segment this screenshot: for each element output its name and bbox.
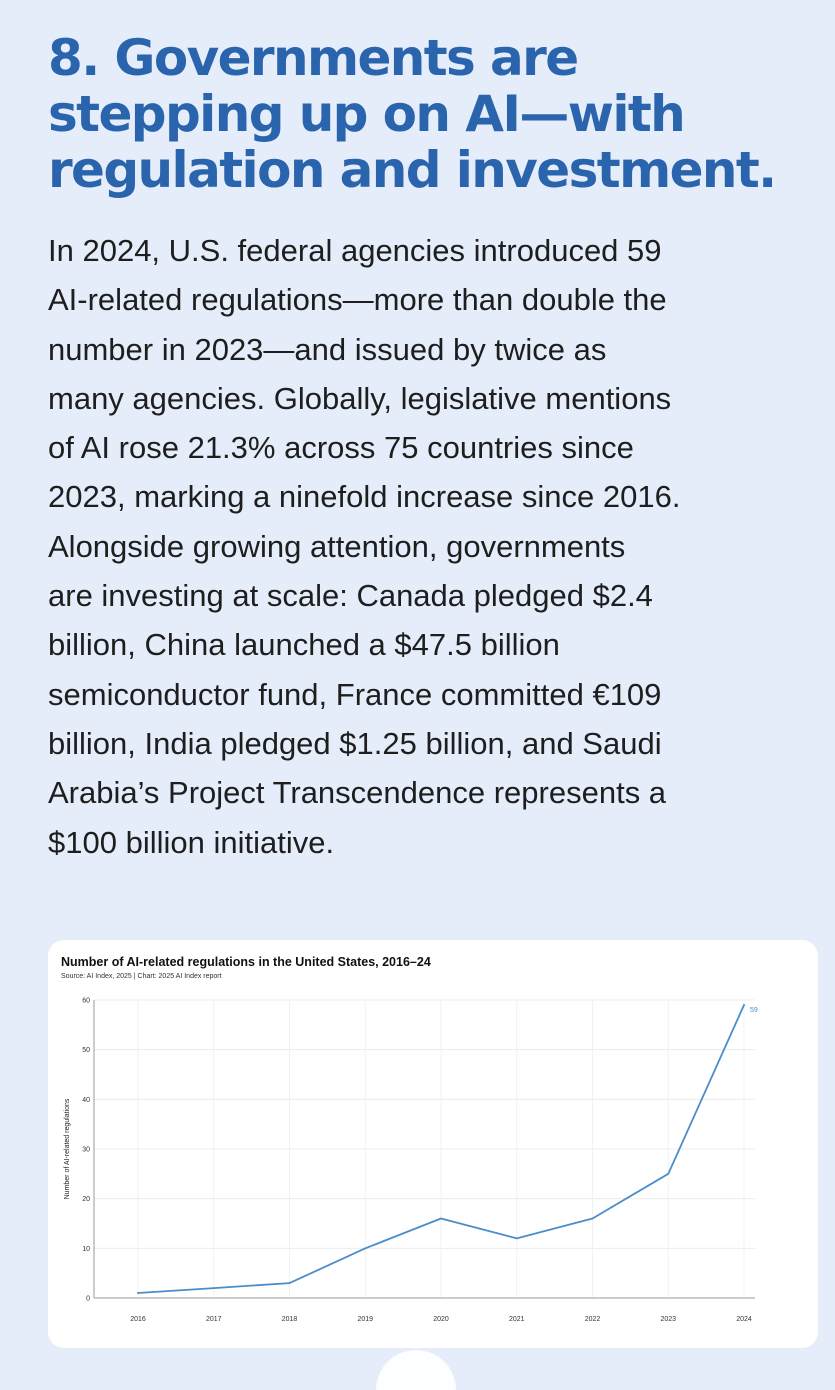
heading-line: 8. Governments are [48,29,578,87]
body-line: semiconductor fund, France committed €109 [48,676,662,712]
body-line: billion, China launched a $47.5 billion [48,627,560,663]
data-point [213,1287,215,1289]
data-point [137,1292,139,1294]
heading-line: regulation and investment. [48,141,776,199]
body-line: many agencies. Globally, legislative mentions [48,380,672,416]
x-tick-label: 2023 [660,1316,677,1323]
body-line: of AI rose 21.3% across 75 countries since [48,430,634,466]
data-point [289,1282,291,1284]
x-tick-label: 2016 [130,1316,146,1323]
body-line: Alongside growing attention, governments [48,528,626,564]
x-tick-label: 2018 [281,1316,298,1323]
line-chart [48,940,818,1348]
x-tick-label: 2019 [357,1316,374,1323]
x-tick-label: 2022 [584,1316,601,1323]
y-tick-label: 60 [82,997,90,1005]
body-line: 2023, marking a ninefold increase since 2016. [48,479,681,515]
body-line: $100 billion initiative. [48,824,335,860]
x-tick-label: 2024 [736,1316,752,1323]
y-tick-label: 0 [86,1295,90,1303]
chart-title: Number of AI-related regulations in the United States, 2016–24 [61,955,431,969]
data-point [592,1218,594,1220]
chart-card [48,940,818,1348]
body-line: are investing at scale: Canada pledged $2.4 [48,578,653,614]
body-line: number in 2023—and issued by twice as [48,331,607,367]
body-line: In 2024, U.S. federal agencies introduced 59 [48,233,662,268]
x-tick-label: 2017 [205,1316,222,1323]
section-heading [48,30,808,198]
data-point [743,1004,745,1006]
x-tick-label: 2020 [433,1316,449,1323]
data-point [667,1173,669,1175]
body-line: billion, India pledged $1.25 billion, and Saudi [48,725,662,761]
body-line: AI-related regulations—more than double the [48,282,667,318]
chart-data-labels [750,1007,758,1014]
chart-grid [94,1000,755,1298]
x-tick-label: 2021 [508,1316,525,1323]
y-tick-label: 30 [82,1146,90,1154]
y-tick-label: 50 [82,1047,90,1055]
y-axis-label: Number of AI-related regulations [64,1098,71,1200]
y-tick-label: 20 [82,1196,90,1204]
y-tick-label: 40 [82,1096,90,1104]
chart-source: Source: AI Index, 2025 | Chart: 2025 AI Index report [61,973,222,980]
y-tick-label: 10 [82,1245,90,1253]
body-line: Arabia’s Project Transcendence represents a [48,775,667,811]
chart-axes [82,998,755,1324]
bottom-scroll-handle[interactable] [376,1350,456,1390]
data-point [440,1218,442,1220]
heading-line: stepping up on AI—with [48,85,685,143]
data-label: 59 [750,1006,758,1014]
data-point [364,1247,366,1249]
data-point [516,1238,518,1240]
body-paragraph [48,226,818,867]
